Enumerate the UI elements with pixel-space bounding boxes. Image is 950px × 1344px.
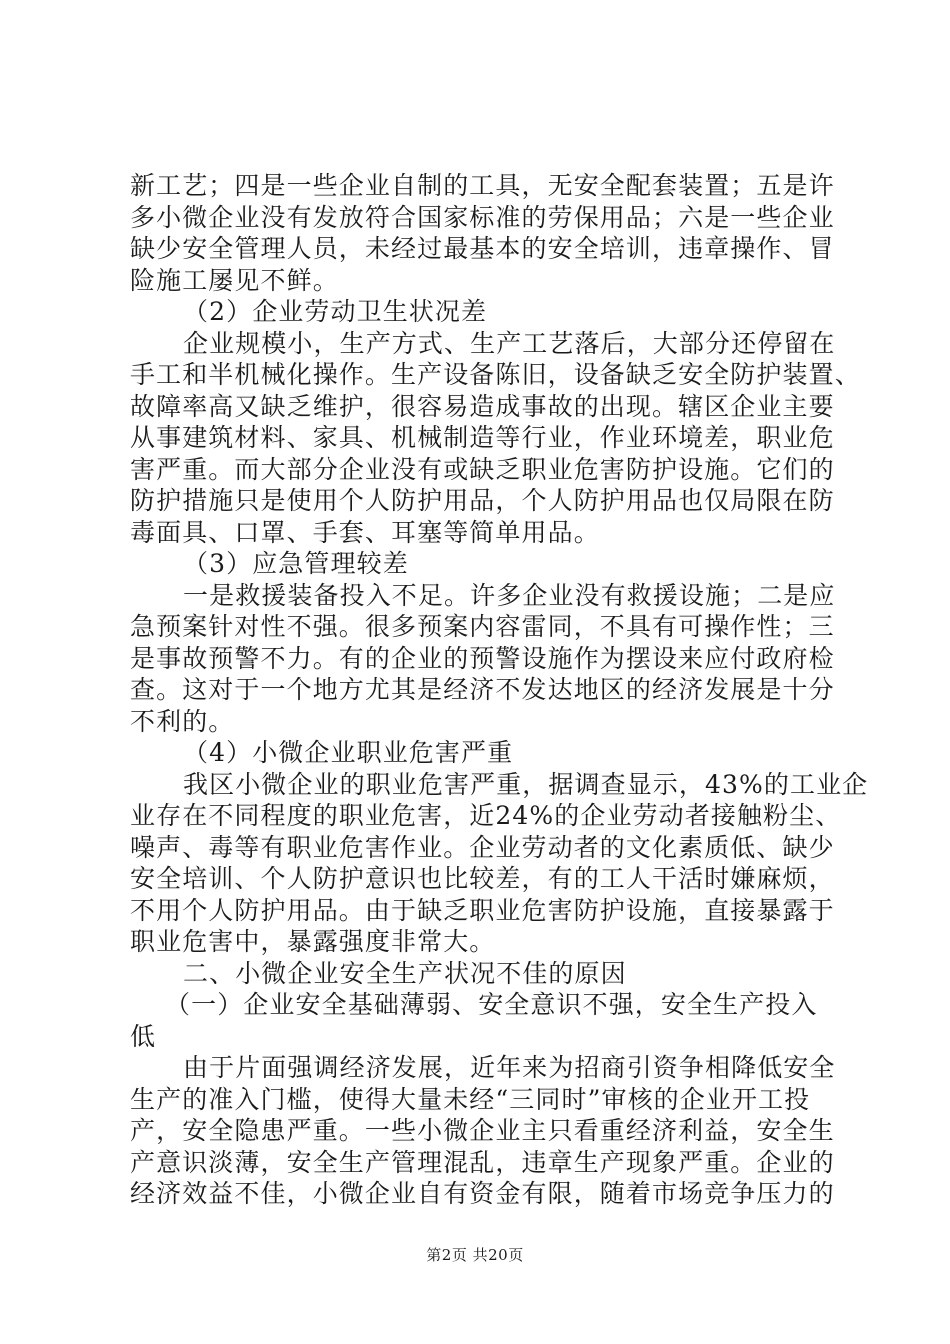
page-footer: 第2页 共20页 — [426, 1246, 524, 1264]
paragraph-line: 由于片面强调经济发展，近年来为招商引资争相降低安全 — [183, 1053, 836, 1082]
paragraph-line: 手工和半机械化操作。生产设备陈旧，设备缺乏安全防护装置、 — [130, 360, 861, 389]
section-heading: （2）企业劳动卫生状况差 — [183, 297, 488, 326]
paragraph-line: 经济效益不佳，小微企业自有资金有限，随着市场竞争压力的 — [130, 1179, 835, 1208]
paragraph-line: 生产的准入门槛，使得大量未经“三同时”审核的企业开工投 — [130, 1084, 811, 1114]
document-body — [130, 170, 869, 1210]
paragraph-line: 从事建筑材料、家具、机械制造等行业，作业环境差，职业危 — [130, 423, 835, 452]
paragraph-line: 不利的。 — [130, 706, 235, 736]
section-heading: （4）小微企业职业危害严重 — [183, 738, 514, 767]
paragraph-line: 多小微企业没有发放符合国家标准的劳保用品；六是一些企业 — [130, 202, 835, 232]
paragraph-line: 二、小微企业安全生产状况不佳的原因 — [183, 958, 627, 988]
paragraph-line: 不用个人防护用品。由于缺乏职业危害防护设施，直接暴露于 — [130, 895, 835, 925]
paragraph-line: 安全培训、个人防护意识也比较差，有的工人干活时嫌麻烦， — [130, 864, 835, 893]
paragraph-line: 产，安全隐患严重。一些小微企业主只看重经济利益，安全生 — [130, 1116, 835, 1145]
paragraph-line: 故障率高又缺乏维护，很容易造成事故的出现。辖区企业主要 — [130, 391, 835, 421]
paragraph-line: 急预案针对性不强。很多预案内容雷同，不具有可操作性；三 — [130, 612, 835, 641]
section-heading: （3）应急管理较差 — [183, 549, 409, 578]
paragraph-line: 防护措施只是使用个人防护用品，个人防护用品也仅局限在防 — [130, 486, 835, 515]
paragraph-line: 低 — [130, 1021, 157, 1051]
paragraph-line: 缺少安全管理人员，未经过最基本的安全培训，违章操作、冒 — [130, 234, 835, 263]
paragraph-line: 噪声、毒等有职业危害作业。企业劳动者的文化素质低、缺少 — [130, 832, 835, 862]
paragraph-line: 产意识淡薄，安全生产管理混乱，违章生产现象严重。企业的 — [130, 1147, 835, 1177]
paragraph-line: 一是救援装备投入不足。许多企业没有救援设施；二是应 — [183, 580, 836, 610]
paragraph-line: 是事故预警不力。有的企业的预警设施作为摆设来应付政府检 — [130, 643, 835, 673]
paragraph-line: 害严重。而大部分企业没有或缺乏职业危害防护设施。它们的 — [130, 454, 835, 484]
paragraph-line: 险施工屡见不鲜。 — [130, 265, 339, 295]
paragraph-line: 职业危害中，暴露强度非常大。 — [130, 927, 496, 956]
paragraph-line: 企业规模小，生产方式、生产工艺落后，大部分还停留在 — [183, 328, 836, 358]
paragraph-line: 新工艺；四是一些企业自制的工具，无安全配套装置；五是许 — [130, 171, 835, 200]
paragraph-line: 业存在不同程度的职业危害，近24%的企业劳动者接触粉尘、 — [130, 801, 842, 830]
paragraph-line: 我区小微企业的职业危害严重，据调查显示，43%的工业企 — [183, 769, 869, 799]
paragraph-line: 毒面具、口罩、手套、耳塞等简单用品。 — [130, 517, 600, 547]
paragraph-line: 查。这对于一个地方尤其是经济不发达地区的经济发展是十分 — [130, 675, 835, 704]
section-heading: （一）企业安全基础薄弱、安全意识不强，安全生产投入 — [165, 990, 818, 1019]
